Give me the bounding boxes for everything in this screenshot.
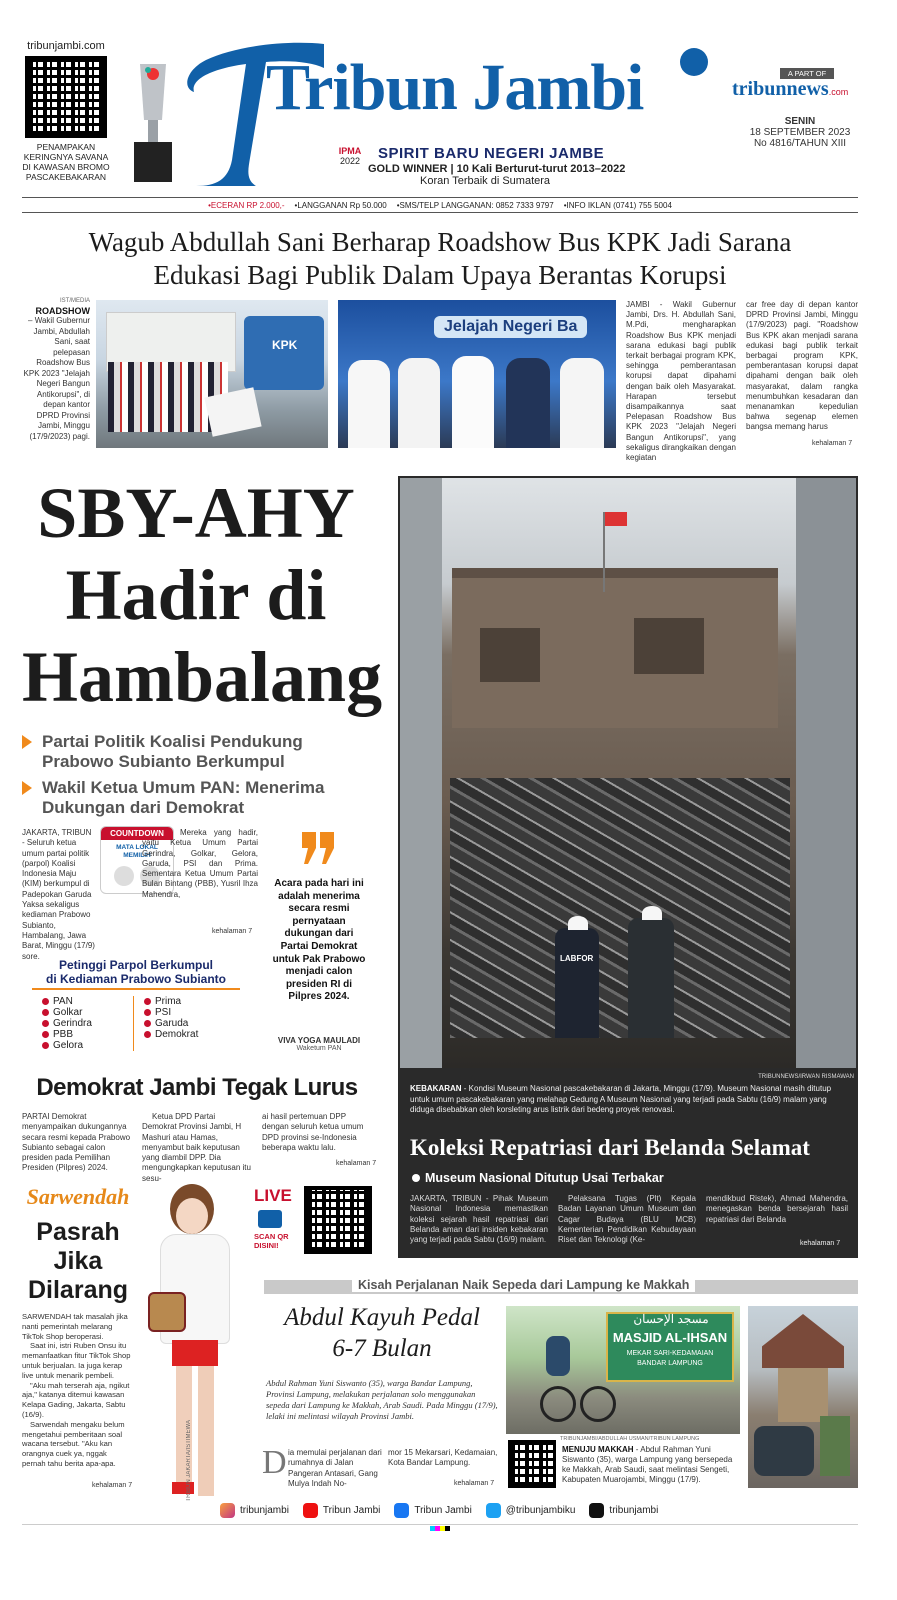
footer-social-bar [220,1500,680,1520]
sby-bullet-1b: Prabowo Subianto Berkumpul [42,752,285,771]
museum-continued[interactable]: kehalaman 7 [800,1240,841,1247]
parpol-list-right [134,996,236,1051]
logo-title[interactable]: Tribun Jambi [266,51,644,124]
parpol-name: Gelora [53,1040,84,1051]
roadshow-caption-title: ROADSHOW [35,306,90,316]
bullet-dot-icon [42,1020,49,1027]
footer-instagram[interactable]: tribunjambi [240,1504,289,1516]
quote-icon [300,830,338,868]
youtube-icon[interactable] [303,1503,318,1518]
twitter-icon[interactable] [486,1503,501,1518]
sepeda-caption-title: MENUJU MAKKAH [562,1445,634,1454]
parpol-name: Gerindra [53,1018,92,1029]
site-url[interactable]: tribunjambi.com [27,40,105,52]
parpol-item [42,1040,133,1051]
issue-day: SENIN [784,116,816,127]
sepeda-dropcap: D [262,1444,287,1481]
instagram-icon[interactable] [220,1503,235,1518]
sby-quote: Acara pada hari ini adalah menerima secara resmi pernyataan dukungan dari Partai Demokrat untuk Pak Prabowo menjadi calon presiden RI di Pilpres 2024. [272,878,366,1003]
masjid-sign-arabic: مسجد الإحسان [633,1312,709,1326]
sarwendah-body-4: Sarwendah mengaku belum mengetahui pemberitaan soal wacana tersebut. "Aku kan orangnya cuek ya, nggak pernah tahu berita apa-apa. [22,1419,125,1468]
sarwendah-photo-credit: TRIBUN JAKARTA/ISTIMEWA [186,1420,192,1502]
museum-headline[interactable]: Koleksi Repatriasi dari Belanda Selamat [410,1135,810,1160]
sarwendah-headline-3[interactable]: Dilarang [27,1276,129,1304]
sby-bullet-2b: Dukungan dari Demokrat [42,798,245,817]
bullet-dot-icon [144,998,151,1005]
sarwendah-body-1: SARWENDAH tak masalah jika nanti pemerintah melarang TikTok Shop beroperasi. [22,1312,128,1341]
footer-youtube[interactable]: Tribun Jambi [322,1504,381,1516]
sby-continued[interactable]: kehalaman 7 [212,928,253,935]
quote-role: Waketum PAN [296,1045,342,1052]
demokrat-headline[interactable]: Demokrat Jambi Tegak Lurus [36,1074,358,1101]
sepeda-photo-credit: TRIBUNJAMBI/ABDULLAH USMAN/TRIBUN LAMPUNG [560,1436,700,1442]
sarwendah-headline-2[interactable]: Jika [53,1247,103,1275]
footer-facebook[interactable]: Tribun Jambi [414,1504,472,1516]
museum-body-col1: JAKARTA, TRIBUN - Pihak Museum Nasional Indonesia memastikan koleksi sejarah hasil repatriasi dari Belanda aman dari insiden kebakaran yang terjadi pada Sabtu (16/9) malam. [410,1194,548,1245]
parpol-item [144,1029,236,1040]
sby-headline-line2[interactable]: Hadir di [65,555,327,635]
masjid-sign-name: MASJID AL-IHSAN [612,1330,728,1345]
sepeda-headline-2[interactable]: 6-7 Bulan [332,1335,432,1362]
masthead-qr-code[interactable] [25,56,107,138]
museum-caption: - Kondisi Museum Nasional pascakebakaran di Jakarta, Minggu (17/9). Museum Nasional masih ditutup untuk umum pascakebakaran yang melahap Gedung A Museum Nasional yang terjadi pada Sabtu (16/9) malam yang diduga disebabkan oleh korsleting arus listrik dari bedeng proyek renovasi. [410,1084,832,1114]
kompas-k-icon [680,48,708,76]
sby-body-col1: JAKARTA, TRIBUN - Seluruh ketua umum partai politik (parpol) Koalisi Indonesia Maju (KIM) berkumpul di Padepokan Garuda Yaksa sekaligus kediaman Prabowo Subianto, Hambalang, Jawa Barat, Minggu (17/9) sore. [22,828,95,961]
bullet-dot-icon [144,1031,151,1038]
sepeda-body-col1: ia memulai perjalanan dari rumahnya di Jalan Pangeran Antasari, Gang Mulya Indah No- [288,1448,382,1488]
roadshow-photo-bus [96,300,328,448]
facebook-icon[interactable] [394,1503,409,1518]
top-story-body-col2: car free day di depan kantor DPRD Provinsi Jambi, Minggu (17/9/2023) pagi. "Roadshow Bus KPK akan menjadi sarana edukasi bagi publik terkait berbagai program KPK, pemberantasan korupsi dapat dipahami dengan baik oleh masyarakat, dalam rangka menumbuhkan kesadaran dan menanamkan kepedulian bahwa segenap elemen bangsa memang harus [746,300,858,432]
color-registration-bar [430,1526,450,1531]
parpol-list-left [32,996,134,1051]
museum-caption-title: KEBAKARAN [410,1084,462,1093]
sarwendah-headline-1[interactable]: Pasrah [36,1218,120,1246]
bottom-rule [22,1524,858,1525]
sepeda-qr-code[interactable] [508,1440,556,1488]
info-eceran: •ECERAN RP 2.000,- [208,200,285,210]
sepeda-lead: Abdul Rahman Yuni Siswanto (35), warga Bandar Lampung, Provinsi Lampung, melakukan perjalanan solo menggunakan sepeda dari Lampung ke Makkah, Arab Saudi. Pada Minggu (17/9), lelaki ini melintasi wilayah Provinsi Jambi. [266,1378,498,1421]
qr-caption: PENAMPAKAN KERINGNYA SAVANA DI KAWASAN BROMO PASCAKEBAKARAN [22,142,110,182]
roadshow-caption: – Wakil Gubernur Jambi, Abdullah Sani, saat pelepasan Roadshow Bus KPK 2023 "Jelajah Negeri Bangun Antikorupsi", di depan kantor DPRD Provinsi Jambi, Minggu (17/9/2023) pagi. [23,316,90,441]
award-line: GOLD WINNER | 10 Kali Berturut-turut 2013–2022 [368,163,626,175]
sby-headline-line1[interactable]: SBY-AHY [37,473,355,553]
tiktok-icon[interactable] [589,1503,604,1518]
demokrat-body-col1: PARTAI Demokrat menyampaikan dukungannya secara resmi kepada Prabowo Subianto sebagai calon presiden pada Pemilihan Presiden (Pilpres) 2024. [22,1112,131,1173]
bullet-dot-icon [144,1020,151,1027]
info-iklan: •INFO IKLAN (0741) 755 5004 [563,200,672,210]
labfor-vest-label: LABFOR [560,954,594,963]
quote-name: VIVA YOGA MAULADI [277,1036,361,1045]
top-story-continued[interactable]: kehalaman 7 [812,440,853,447]
parpol-name: Golkar [53,1007,83,1018]
sarwendah-body-2: Saat ini, istri Ruben Onsu itu memanfaatkan fitur TikTok Shop untuk berjualan. Ia juga kerap live untuk menarik pembeli. [22,1341,131,1380]
parpol-item [42,996,133,1007]
top-headline-line1[interactable]: Wagub Abdullah Sani Berharap Roadshow Bus KPK Jadi Sarana [88,227,792,257]
parpol-item [144,1018,236,1029]
demokrat-body-col3: ai hasil pertemuan DPP dengan seluruh ketua umum DPD provinsi se-Indonesia beberapa waktu lalu. [262,1112,364,1152]
sepeda-body-col2: mor 15 Mekarsari, Kedamaian, Kota Bandar Lampung. [388,1448,498,1468]
footer-tiktok[interactable]: tribunjambi [609,1504,659,1516]
parpol-item [144,996,236,1007]
top-story-body-col1: JAMBI - Wakil Gubernur Jambi, Drs. H. Abdullah Sani, M.Pdi, mengharapkan Roadshow Bus KPK menjadi sarana edukasi bagi publik terkait berbagai program KPK, sehingga pemberantasan korupsi dapat dipahami dengan baik oleh Masyarakat. Harapan tersebut disampaikannya saat Pelepasan Roadshow Bus KPK 2023 "Jelajah Negeri Bangun Antikorupsi", yang sekaligus dirangkaikan dengan kegiatan [626,300,736,463]
masjid-sign-sub1: MEKAR SARI-KEDAMAIAN [626,1350,714,1357]
sarwendah-photo [142,1180,248,1518]
sby-body-col2: Mereka yang hadir, yaitu Ketua Umum Partai Gerindra, Golkar, Gelora, Garuda, PSI dan Prima. Sementara Ketua Umum Partai Bulan Bintang (PBB), Yusril Ihza Mahendra, [142,828,258,899]
tagline: SPIRIT BARU NEGERI JAMBE [378,145,605,162]
footer-twitter[interactable]: @tribunjambiku [505,1504,576,1516]
issue-date: 18 SEPTEMBER 2023 [749,127,851,138]
part-of-badge: A PART OF [780,68,834,79]
ipma-year: 2022 [339,156,361,166]
sepeda-caption: - Abdul Rahman Yuni Siswanto (35), warga Lampung yang bersepeda ke Makkah, Arab Saudi, saat melintasi Sengeti, Kabupaten Muarojambi, Minggu (17/9). [562,1445,733,1484]
countdown-sub: MATA LOKAL MEMILIH [116,844,158,859]
roadshow-photo-stage [338,300,616,448]
live-phone-icon [258,1210,282,1228]
demokrat-body-col2: Ketua DPD Partai Demokrat Provinsi Jambi, H Mashuri atau Hamas, menyambut baik keputusan yang diambil DPP. Dia mengungkapkan keputusan itu sesu- [142,1112,251,1183]
parpol-name: PSI [155,1007,172,1018]
sby-bullet-2a: Wakil Ketua Umum PAN: Menerima [42,778,325,797]
sepeda-kicker: Kisah Perjalanan Naik Sepeda dari Lampung ke Makkah [352,1278,695,1292]
sepeda-continued[interactable]: kehalaman 7 [454,1480,495,1487]
masjid-sign-sub2: BANDAR LAMPUNG [637,1360,703,1367]
info-bar [22,197,858,213]
scan-qr-label: SCAN QR DISINI! [254,1232,289,1250]
bullet-dot-icon [42,1042,49,1049]
museum-body-col3: mendikbud Ristek), Ahmad Mahendra, menegaskan benda bersejarah hasil repatriasi dari Belanda [706,1194,848,1224]
museum-photo-credit: TRIBUNNEWS/IRWAN RISMAWAN [758,1074,854,1080]
koran-terbaik: Koran Terbaik di Sumatera [420,175,551,187]
sepeda-headline-1[interactable]: Abdul Kayuh Pedal [284,1304,480,1331]
photo-credit: IST/MEDIA [59,298,90,304]
sarwendah-continued[interactable]: kehalaman 7 [92,1482,133,1489]
bullet-dot-icon [42,998,49,1005]
parpol-name: PBB [53,1029,74,1040]
live-qr-code[interactable] [304,1186,372,1254]
sepeda-gate-photo [748,1306,858,1488]
parpol-name: Prima [155,996,182,1007]
museum-box [398,476,858,1258]
parpol-name: Demokrat [155,1029,199,1040]
jelajah-banner: Jelajah Negeri Ba [434,316,587,338]
ipma-logo: IPMA [338,146,362,156]
parpol-title-2: di Kediaman Prabowo Subianto [32,972,240,990]
parpol-item [42,1029,133,1040]
countdown-label: COUNTDOWN [101,827,173,840]
sby-headline-line3[interactable]: Hambalang [22,637,383,717]
parpol-box [32,958,240,1054]
sepeda-masjid-photo [506,1306,740,1434]
sarwendah-body-3: "Aku mah terserah aja, ngikut aja," katanya ditemui kawasan Kelapa Gading, Jakarta, Sabtu (16/9). [22,1380,130,1419]
info-sms: •SMS/TELP LANGGANAN: 0852 7333 9797 [396,200,554,210]
info-langganan: •LANGGANAN Rp 50.000 [294,200,387,210]
parpol-item [144,1007,236,1018]
sarwendah-name: Sarwendah [26,1184,130,1209]
bullet-dot-icon [42,1031,49,1038]
issue-number: No 4816/TAHUN XIII [753,138,847,149]
parpol-item [42,1007,133,1018]
parpol-item [42,1018,133,1029]
bullet-dot-icon [412,1174,420,1182]
museum-body-col2: Pelaksana Tugas (Plt) Kepala Badan Layanan Umum Museum dan Cagar Budaya (BLU MCB) Kementerian Pendidikan Kebudayaan Riset dan Teknologi (Ke- [558,1194,696,1245]
bullet-arrow-icon [22,735,32,749]
bullet-dot-icon [42,1009,49,1016]
top-headline-line2[interactable]: Edukasi Bagi Publik Dalam Upaya Berantas Korupsi [153,260,727,290]
museum-subheadline: Museum Nasional Ditutup Usai Terbakar [425,1171,664,1185]
trophy-icon [128,60,178,182]
bullet-dot-icon [144,1009,151,1016]
sby-bullet-1a: Partai Politik Koalisi Pendukung [42,732,303,751]
parpol-name: Garuda [155,1018,189,1029]
parpol-name: PAN [53,996,73,1007]
tribunnews-logo[interactable]: tribunnews [732,78,829,100]
parpol-title-1: Petinggi Parpol Berkumpul [58,958,214,972]
bullet-arrow-icon [22,781,32,795]
tribunnews-com: .com [828,87,849,97]
museum-fire-photo [400,478,856,1068]
demokrat-continued[interactable]: kehalaman 7 [336,1160,377,1167]
bus-kpk-label: KPK [272,338,298,352]
live-label[interactable]: LIVE [254,1186,292,1205]
